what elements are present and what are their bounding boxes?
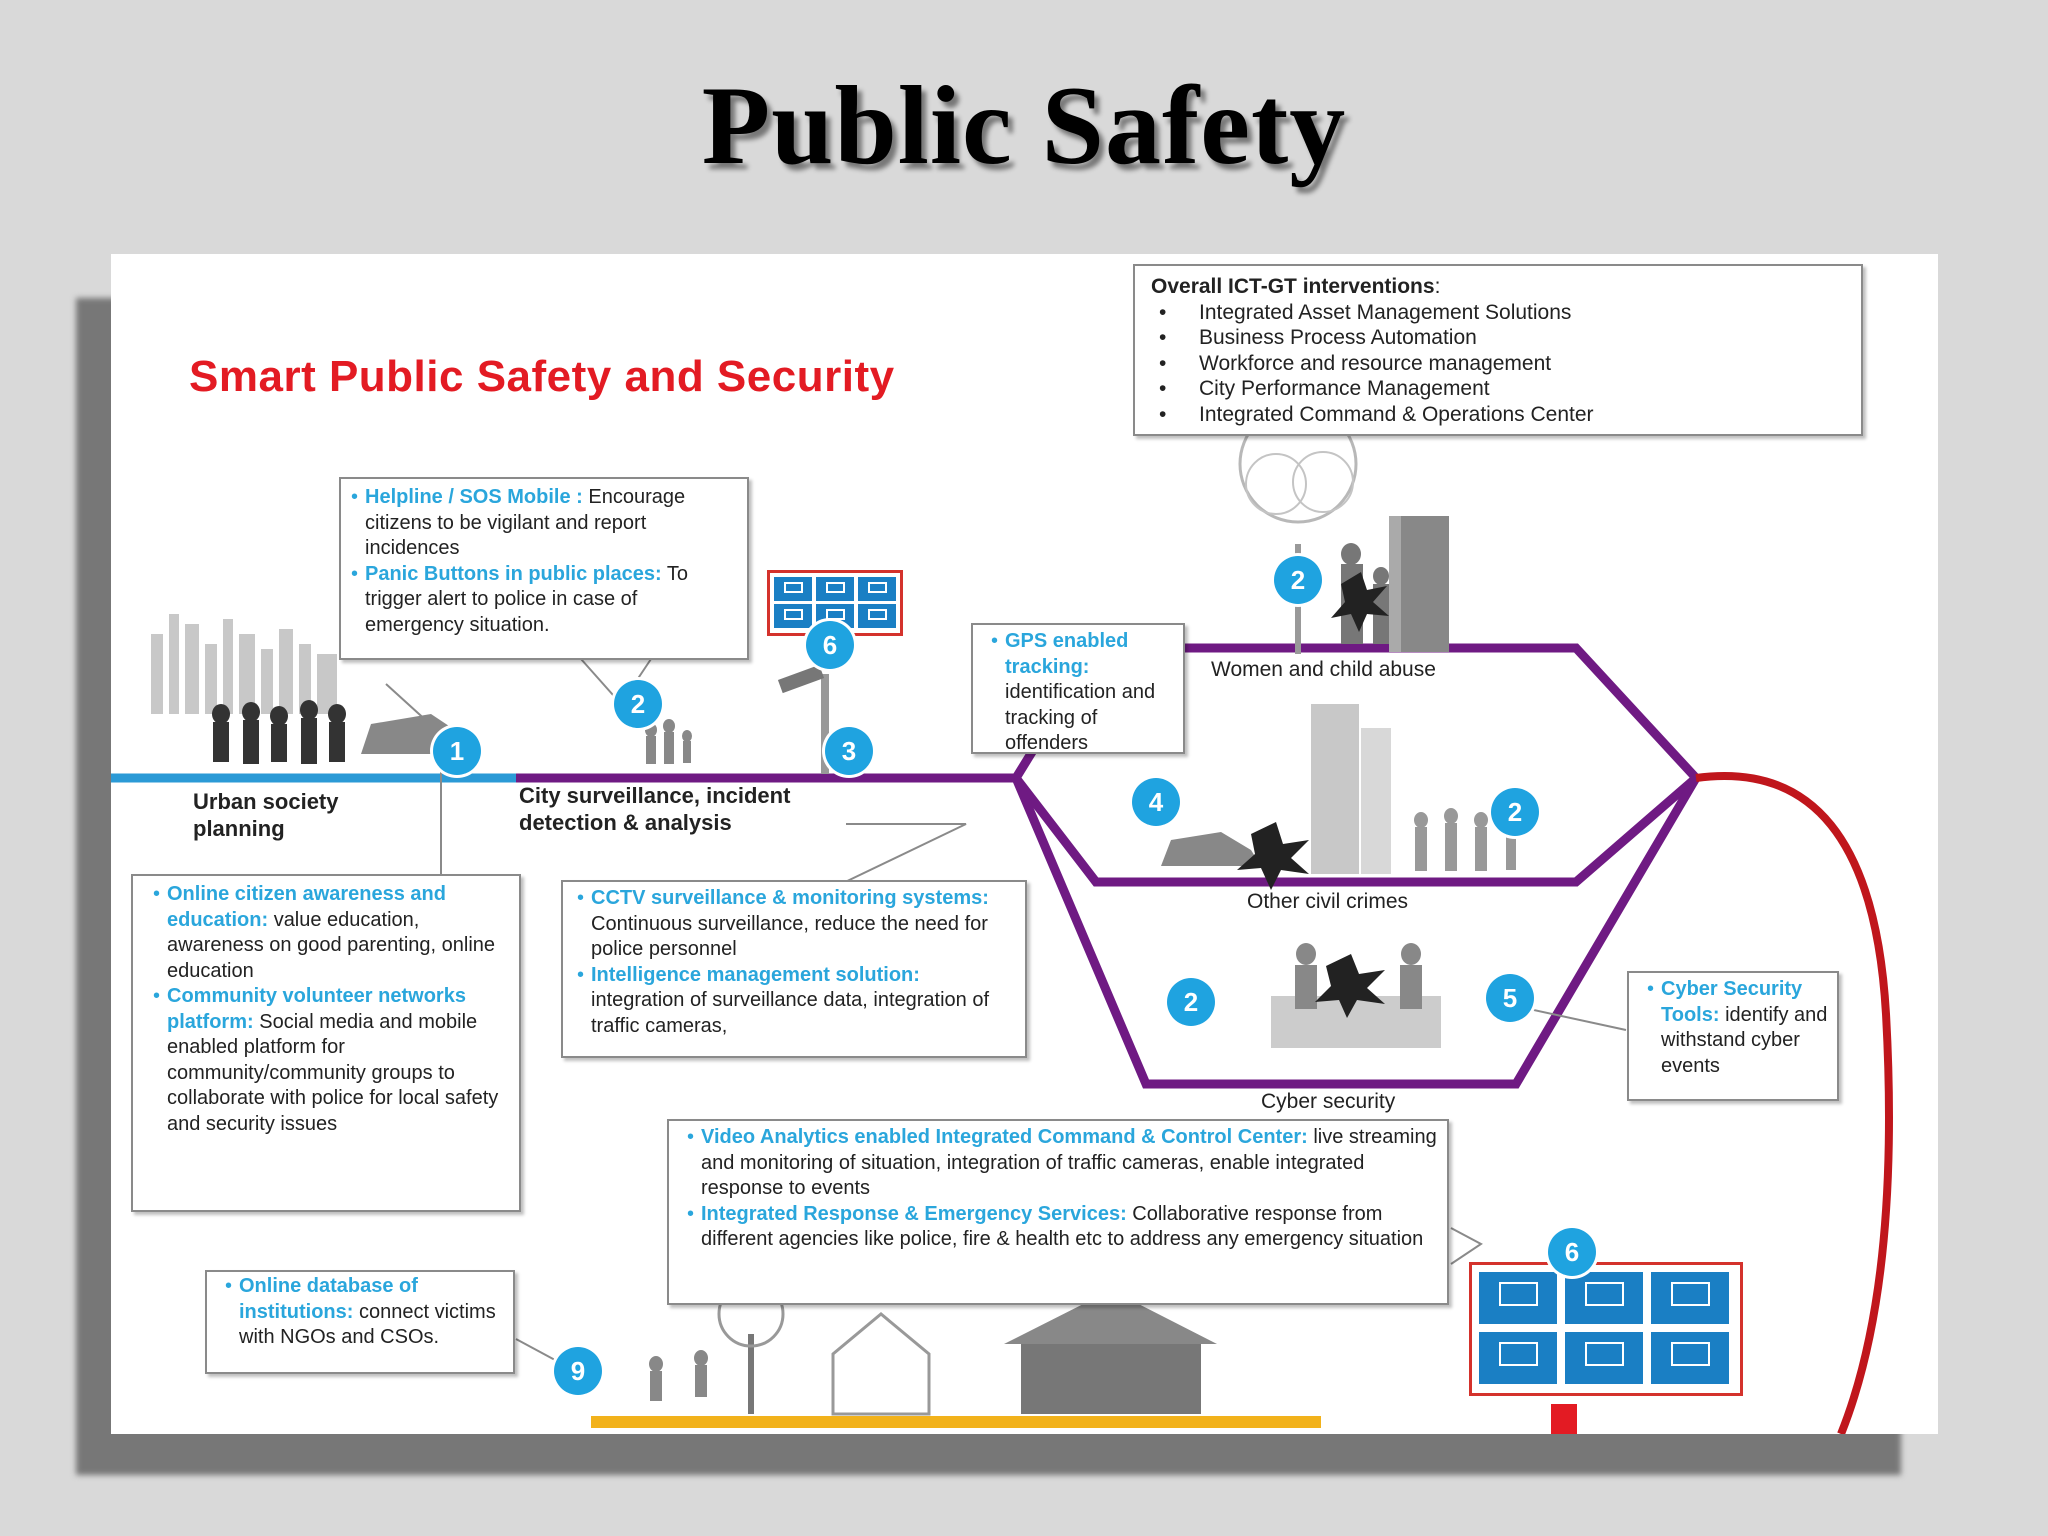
family-icon [645,719,692,764]
command-center-tiles-panel [1469,1262,1743,1396]
emergency-services-item: • Integrated Response & Emergency Services: Collaborative response from different agencies like police, fire & health etc to address any emergency situation [687,1202,1437,1253]
civil-crimes-label: Other civil crimes [1247,890,1409,913]
ict-item: • Business Process Automation [1151,325,1845,351]
badge-2: 2 [1167,978,1215,1026]
urban-planning-label: Urban society planning [193,789,339,841]
institution-database-box [205,1270,515,1374]
badge-9: 9 [554,1347,602,1395]
helpline-box [339,477,749,660]
badge-5: 5 [1486,974,1534,1022]
gps-item: • GPS enabled tracking: identification and tracking of offenders [991,629,1175,757]
badge-1: 1 [433,727,481,775]
ict-title: Overall ICT-GT interventions: [1151,275,1441,298]
badge-4: 4 [1132,778,1180,826]
badge-2: 2 [1491,788,1539,836]
intelligence-item: • Intelligence management solution: integration of surveillance data, integration of traffic cameras, [577,963,1015,1040]
skyline-icon [151,614,337,714]
ict-item: • Workforce and resource management [1151,351,1845,377]
cyber-tools-box [1627,971,1839,1101]
community-network-item: • Community volunteer networks platform: Social media and mobile enabled platform for community/community groups to collaborate with police for local safety and security issues [153,984,507,1137]
phone-alert-icon [1551,1404,1577,1434]
ict-item: • Integrated Asset Management Solutions [1151,300,1845,326]
cctv-item: • CCTV surveillance & monitoring systems: Continuous surveillance, reduce the need for police personnel [577,886,1015,963]
ict-item: • Integrated Command & Operations Center [1151,402,1845,428]
building-icon [1401,516,1449,652]
cctv-camera-icon [778,665,824,693]
tower-icon [1311,704,1359,874]
diagram-heading: Smart Public Safety and Security [189,352,895,401]
citizen-education-item: • Online citizen awareness and education: value education, awareness on good parenting, online education [153,882,507,984]
slide-title: Public Safety [701,64,1347,188]
diagram-panel [111,254,1938,1434]
ict-interventions-box [1133,264,1863,436]
city-surveillance-label: City surveillance, incident detection & analysis [519,783,791,835]
panic-button-item: • Panic Buttons in public places: To trigger alert to police in case of emergency situation. [351,562,737,639]
tree-icon [1240,406,1356,654]
children-icon [649,1350,708,1401]
badge-2: 2 [614,680,662,728]
women-child-abuse-label: Women and child abuse [1211,658,1436,681]
video-analytics-box [667,1119,1449,1305]
house-icon [833,1314,929,1414]
video-analytics-item: • Video Analytics enabled Integrated Command & Control Center: live streaming and monitoring of situation, integration of traffic cameras, enable integrated response to events [687,1125,1437,1202]
cctv-box [561,880,1027,1058]
shed-icon [1021,1344,1201,1414]
cyber-tools-item: • Cyber Security Tools: identify and withstand cyber events [1647,977,1831,1079]
badge-2: 2 [1274,556,1322,604]
database-item: • Online database of institutions: connect victims with NGOs and CSOs. [225,1274,503,1351]
parked-car-icon [1161,832,1261,866]
ict-list [1151,300,1845,428]
helpline-item: • Helpline / SOS Mobile : Encourage citizens to be vigilant and report incidences [351,485,737,562]
cyber-security-label: Cyber security [1261,1090,1396,1113]
badge-6: 6 [1548,1228,1596,1276]
badge-3: 3 [825,727,873,775]
badge-6: 6 [806,621,854,669]
ict-item: • City Performance Management [1151,376,1845,402]
gps-box [971,623,1185,754]
citizen-awareness-box [131,874,521,1212]
